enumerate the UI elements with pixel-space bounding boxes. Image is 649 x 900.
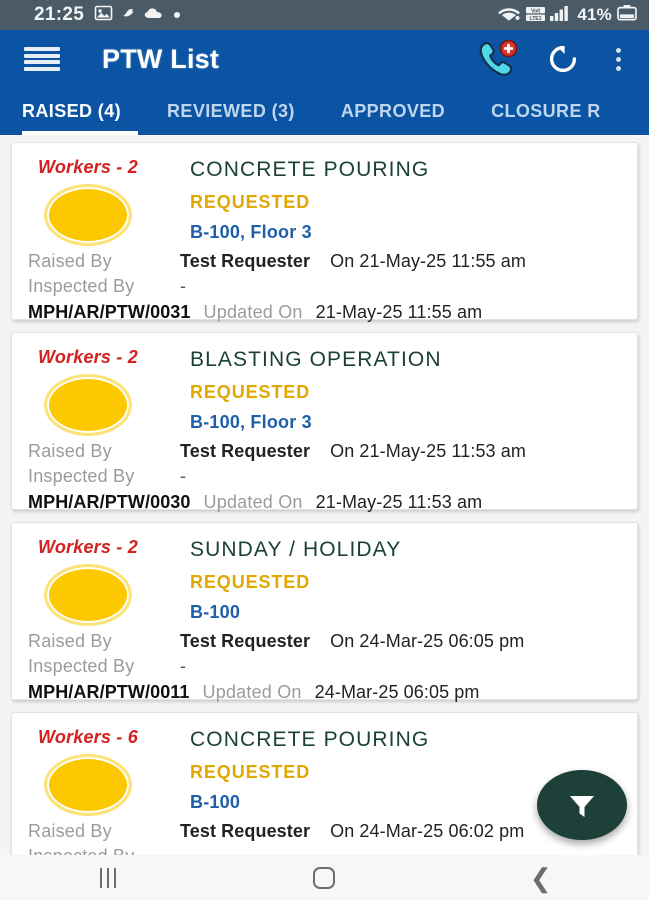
card-meta-rows — [28, 631, 627, 707]
status-badge: REQUESTED — [190, 192, 311, 212]
card-left-column — [22, 347, 190, 436]
app-bar — [0, 30, 649, 88]
ptw-card[interactable] — [11, 522, 638, 700]
volte-icon — [526, 6, 545, 24]
raised-by-value: Test Requester — [180, 821, 311, 841]
permit-title: BLASTING OPERATION — [190, 348, 442, 371]
filter-funnel-icon — [565, 788, 599, 822]
recents-button[interactable] — [0, 868, 216, 888]
back-button[interactable] — [433, 862, 649, 893]
card-left-column — [22, 157, 190, 246]
raised-on-value: On 24-Mar-25 06:05 pm — [330, 631, 525, 651]
updated-on-label: Updated On — [202, 682, 302, 702]
tab-bar — [0, 88, 649, 135]
ptw-id-row — [28, 302, 627, 327]
tab-reviewed[interactable]: REVIEWED (3) — [167, 101, 295, 121]
ptw-id-row — [28, 492, 627, 517]
status-bar-clock: 21:25 — [34, 4, 85, 25]
ptw-card[interactable] — [11, 332, 638, 510]
inspected-by-row — [28, 656, 627, 681]
inspected-by-label: Inspected By — [28, 466, 135, 486]
raised-by-value: Test Requester — [180, 441, 311, 461]
ptw-id-value: MPH/AR/PTW/0030 — [28, 492, 191, 512]
back-chevron-icon: ❮ — [529, 862, 552, 893]
raised-on-value: On 21-May-25 11:53 am — [330, 441, 526, 461]
card-right-column — [190, 537, 627, 626]
raised-by-label: Raised By — [28, 821, 112, 841]
raised-on-value: On 24-Mar-25 06:02 pm — [330, 821, 525, 841]
status-badge: REQUESTED — [190, 382, 311, 402]
location-label: B-100, Floor 3 — [190, 412, 312, 432]
status-badge: REQUESTED — [190, 762, 311, 782]
updated-on-value: 24-Mar-25 06:05 pm — [314, 682, 480, 702]
location-label: B-100, Floor 3 — [190, 222, 312, 242]
updated-on-value: 21-May-25 11:55 am — [315, 302, 483, 322]
inspected-by-row — [28, 276, 627, 301]
status-badge: REQUESTED — [190, 572, 311, 592]
filter-fab-button[interactable] — [537, 770, 627, 840]
inspected-by-value: - — [180, 466, 186, 486]
status-bar-system-icons — [497, 4, 637, 26]
raised-by-row — [28, 821, 627, 846]
battery-icon — [617, 5, 637, 25]
updated-on-label: Updated On — [203, 302, 303, 322]
ptw-id-value: MPH/AR/PTW/0031 — [28, 302, 191, 322]
tab-raised[interactable]: RAISED (4) — [22, 88, 144, 135]
dot-icon — [173, 6, 181, 24]
status-indicator-circle — [44, 184, 132, 246]
ptw-id-row — [28, 682, 627, 707]
page-title: PTW List — [102, 43, 220, 74]
card-meta-rows — [28, 251, 627, 327]
photo-icon — [95, 6, 112, 25]
inspected-by-row — [28, 466, 627, 491]
ptw-id-value: MPH/AR/PTW/0011 — [28, 682, 190, 702]
hamburger-menu-icon[interactable] — [24, 47, 60, 71]
overflow-menu-icon[interactable] — [607, 48, 629, 71]
status-bar-notification-icons — [95, 6, 181, 25]
card-left-column — [22, 537, 190, 626]
wifi-icon — [497, 4, 521, 26]
cloud-icon — [144, 6, 164, 24]
ptw-card-list[interactable] — [0, 135, 649, 855]
tab-closure-requested[interactable]: CLOSURE R — [491, 101, 601, 121]
updated-on-value: 21-May-25 11:53 am — [315, 492, 483, 512]
svg-text:Volt: Volt — [531, 8, 541, 15]
battery-percentage-label: 41% — [577, 5, 612, 24]
raised-by-row — [28, 631, 627, 656]
inspected-by-value: - — [180, 276, 186, 296]
raised-by-label: Raised By — [28, 441, 112, 461]
tab-approved[interactable]: APPROVED — [340, 101, 446, 121]
raised-by-value: Test Requester — [180, 631, 311, 651]
permit-title: SUNDAY / HOLIDAY — [190, 538, 402, 561]
raised-by-label: Raised By — [28, 251, 112, 271]
workers-count-label: Workers - 2 — [38, 157, 138, 177]
ptw-card[interactable] — [11, 142, 638, 320]
raised-on-value: On 21-May-25 11:55 am — [330, 251, 526, 271]
svg-text:LTE1: LTE1 — [529, 15, 542, 22]
workers-count-label: Workers - 6 — [38, 727, 138, 747]
permit-title: CONCRETE POURING — [190, 728, 430, 751]
app-bar-actions — [477, 40, 633, 78]
permit-title: CONCRETE POURING — [190, 158, 430, 181]
status-indicator-circle — [44, 374, 132, 436]
card-right-column — [190, 157, 627, 246]
workers-count-label: Workers - 2 — [38, 347, 138, 367]
notification-icon — [121, 6, 135, 24]
emergency-call-icon[interactable] — [477, 40, 519, 78]
card-left-column — [22, 727, 190, 816]
raised-by-label: Raised By — [28, 631, 112, 651]
signal-bars-icon — [550, 5, 572, 26]
home-icon — [313, 867, 335, 889]
home-button[interactable] — [216, 867, 432, 889]
raised-by-row — [28, 251, 627, 276]
raised-by-row — [28, 441, 627, 466]
card-right-column — [190, 347, 627, 436]
location-label: B-100 — [190, 792, 241, 812]
status-indicator-circle — [44, 564, 132, 626]
inspected-by-value: - — [180, 656, 186, 676]
status-bar — [0, 0, 649, 30]
recents-icon — [100, 868, 116, 888]
updated-on-label: Updated On — [203, 492, 303, 512]
refresh-icon[interactable] — [547, 43, 579, 75]
status-indicator-circle — [44, 754, 132, 816]
raised-by-value: Test Requester — [180, 251, 311, 271]
workers-count-label: Workers - 2 — [38, 537, 138, 557]
android-navigation-bar — [0, 855, 649, 900]
inspected-by-label: Inspected By — [28, 276, 135, 296]
card-meta-rows — [28, 441, 627, 517]
inspected-by-label: Inspected By — [28, 656, 135, 676]
location-label: B-100 — [190, 602, 241, 622]
